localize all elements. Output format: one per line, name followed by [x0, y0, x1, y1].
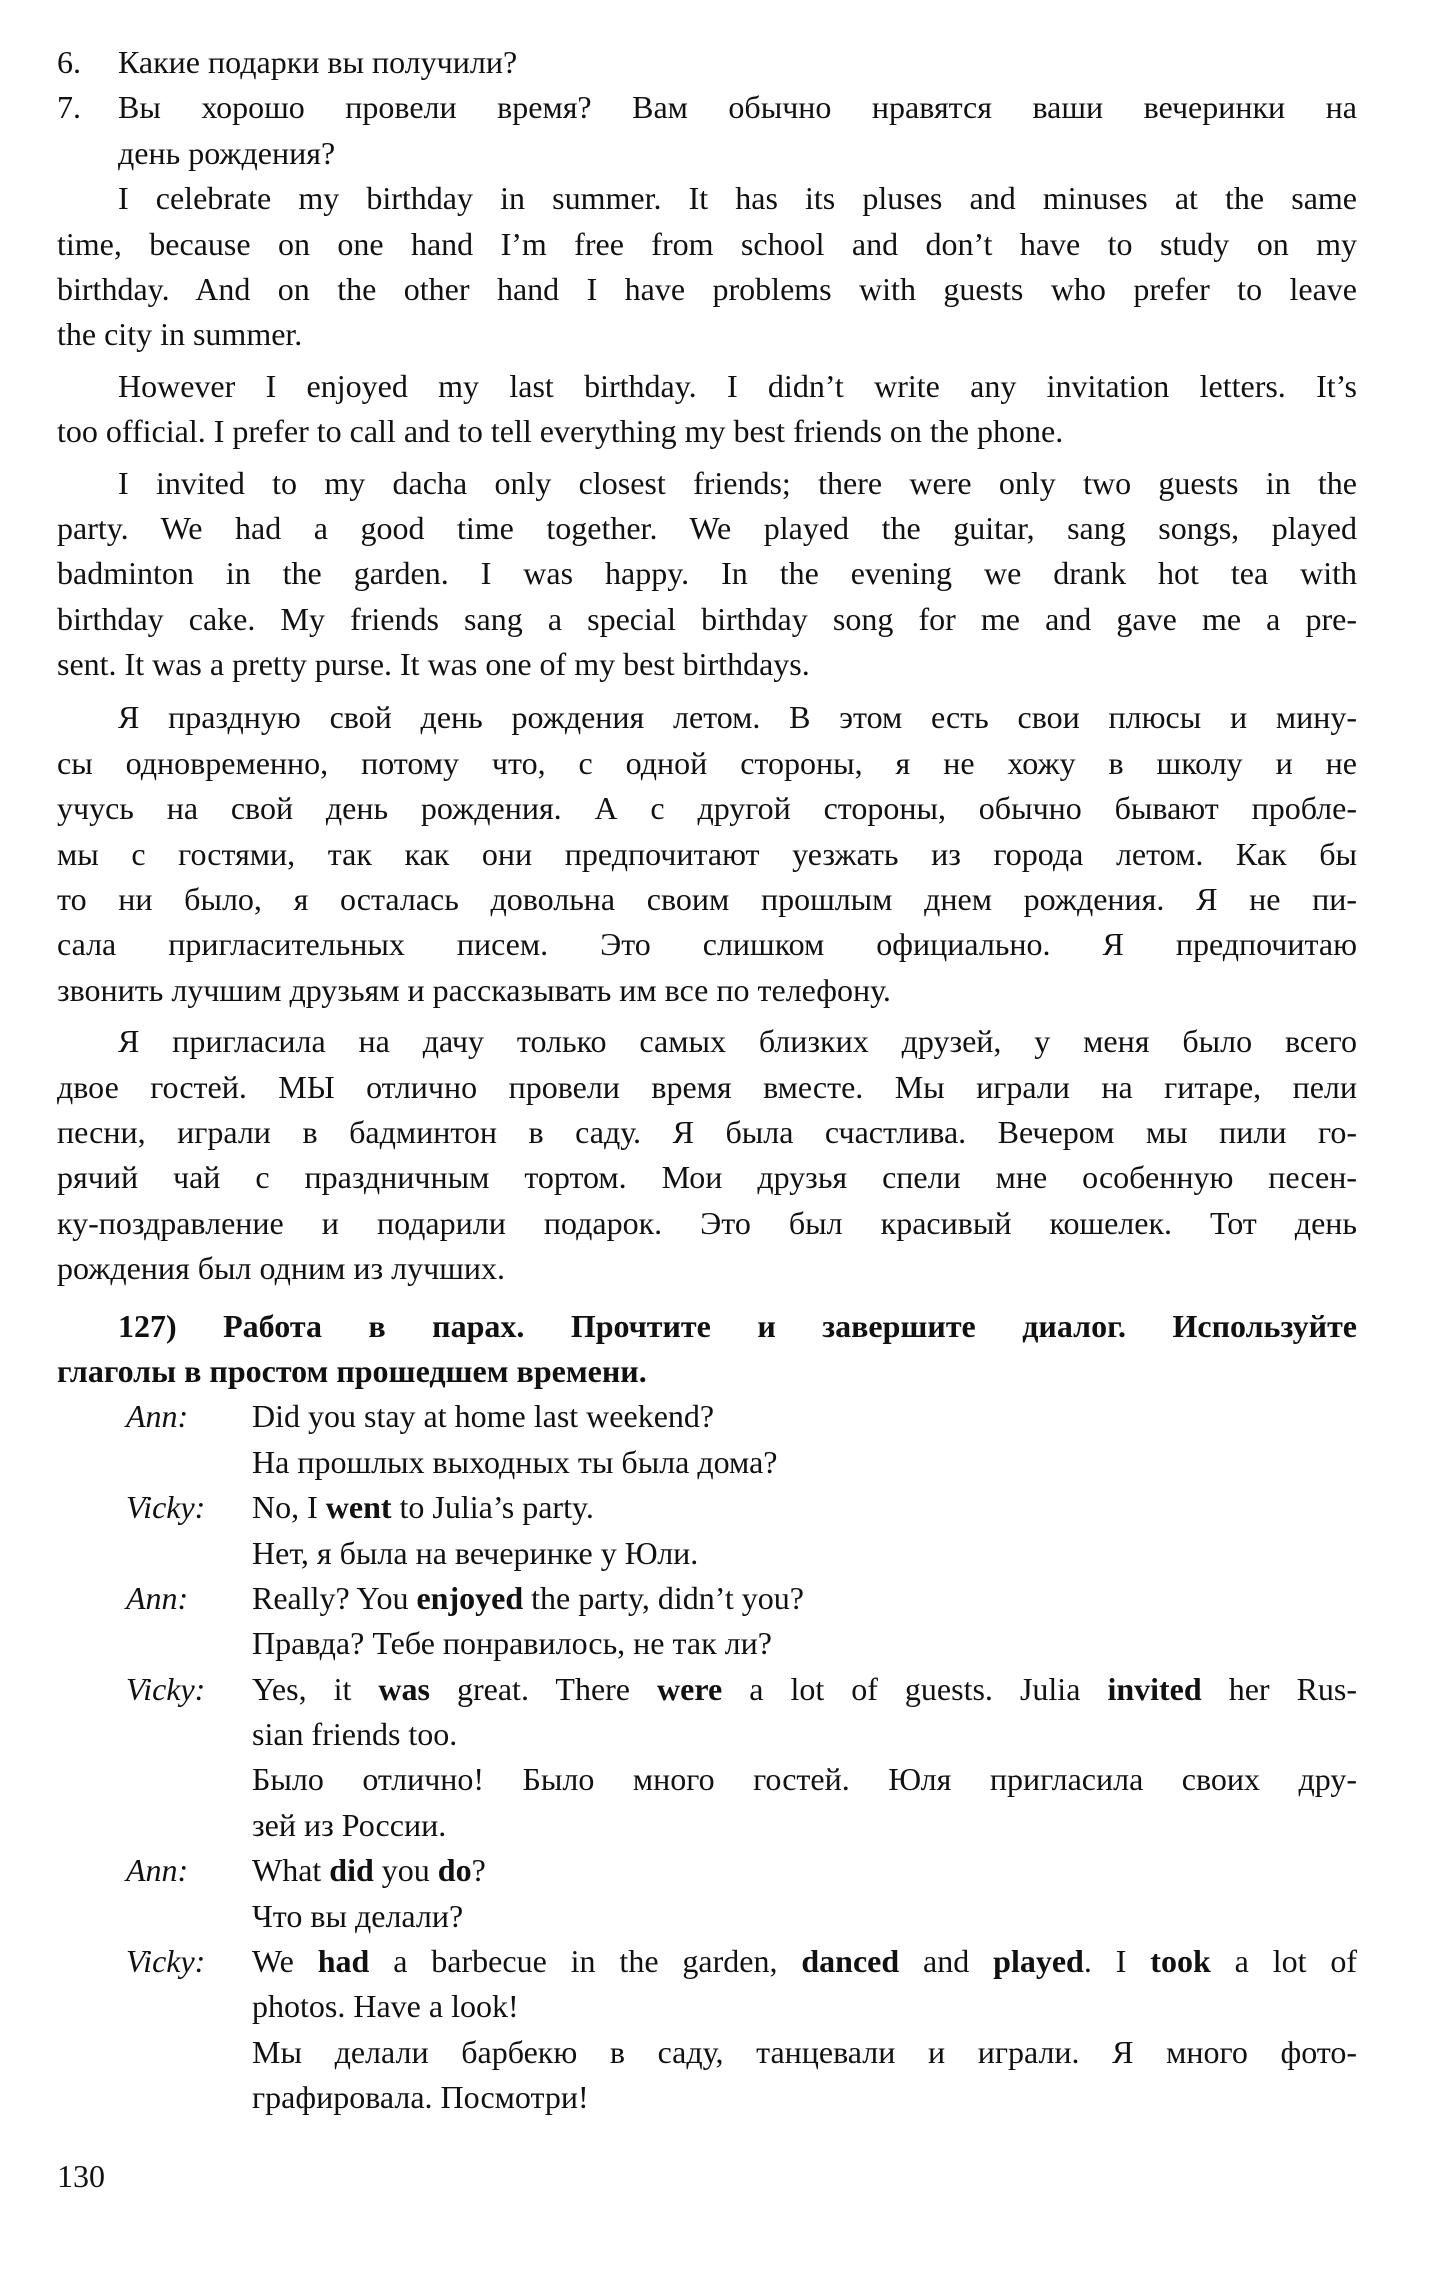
text-line: день рождения? — [118, 134, 336, 171]
russian-translation-line — [252, 2030, 1357, 2121]
text-segment: зей из России. — [252, 1806, 447, 1843]
text-segment: a lot of — [1210, 1943, 1358, 1980]
past-tense-verb: enjoyed — [416, 1579, 524, 1616]
dialogue-turn — [57, 1667, 1357, 1849]
english-text — [57, 176, 1357, 687]
english-line — [252, 1485, 1357, 1530]
text-line: рождения был одним из лучших. — [57, 1250, 505, 1287]
exercise-127-heading — [57, 1304, 1357, 1395]
text-line: двое гостей. МЫ отлично провели время вместе. Мы играли на гитаре, пели — [57, 1068, 1357, 1105]
past-tense-verb: had — [317, 1943, 370, 1980]
english-line — [252, 1576, 1357, 1621]
text-line — [252, 1803, 1357, 1848]
text-segment: No, I — [252, 1489, 326, 1526]
text-line: badminton in the garden. I was happy. In the evening we drank hot tea with — [57, 555, 1357, 592]
text-segment: Было отлично! Было много гостей. Юля пригласила своих дру- — [252, 1761, 1357, 1798]
text-line — [252, 1394, 1357, 1439]
text-line: учусь на свой день рождения. А с другой стороны, обычно бывают пробле- — [57, 790, 1357, 827]
text-line: Какие подарки вы получили? — [118, 44, 518, 80]
text-line — [252, 1531, 1357, 1576]
text-segment: photos. Have a look! — [252, 1988, 519, 2025]
english-line — [252, 1394, 1357, 1439]
speaker-name: Ann: — [126, 1852, 189, 1889]
page-number: 130 — [57, 2158, 105, 2194]
text-line — [252, 1667, 1357, 1712]
question-number: 6. — [57, 44, 81, 80]
text-line — [252, 1485, 1357, 1530]
dialogue-text — [252, 1576, 1357, 1667]
text-line — [252, 1712, 1357, 1757]
paragraph — [57, 695, 1357, 1013]
speaker-name: Ann: — [126, 1579, 189, 1616]
russian-translation-line — [252, 1531, 1357, 1576]
speaker-name: Vicky: — [126, 1943, 206, 1980]
past-tense-verb: was — [378, 1670, 430, 1707]
text-line — [252, 1939, 1357, 1984]
text-line: сала пригласительных писем. Это слишком официально. Я предпочитаю — [57, 926, 1357, 963]
text-segment: What — [252, 1852, 330, 1889]
text-line: ку-поздравление и подарили подарок. Это был красивый кошелек. Тот день — [57, 1204, 1357, 1241]
english-line — [252, 1939, 1357, 2030]
russian-translation-line — [252, 1621, 1357, 1666]
text-line — [252, 2030, 1357, 2075]
paragraph — [57, 461, 1357, 688]
russian-translation — [57, 695, 1357, 1291]
text-line — [252, 1440, 1357, 1485]
text-line: песни, играли в бадминтон в саду. Я была счастлива. Вечером мы пили го- — [57, 1113, 1357, 1150]
question-item — [57, 40, 1357, 85]
paragraph — [57, 364, 1357, 455]
text-segment: the party, didn’t you? — [523, 1579, 804, 1616]
text-line: time, because on one hand I’m free from school and don’t have to study on my — [57, 225, 1357, 262]
text-segment: Really? You — [252, 1579, 417, 1616]
past-tense-verb: did — [329, 1852, 374, 1889]
heading-line: 127) Работа в парах. Прочтите и завершите диалог. Используйте — [118, 1307, 1357, 1344]
text-line: Вы хорошо провели время? Вам обычно нравятся ваши вечеринки на — [118, 89, 1357, 126]
past-tense-verb: went — [325, 1489, 392, 1526]
dialogue-text — [252, 1394, 1357, 1485]
text-segment: ? — [471, 1852, 486, 1889]
past-tense-verb: invited — [1107, 1670, 1202, 1707]
text-segment: and — [899, 1943, 994, 1980]
text-segment: Мы делали барбекю в саду, танцевали и играли. Я много фото- — [252, 2033, 1357, 2070]
text-line — [252, 1757, 1357, 1802]
question-item — [57, 85, 1357, 176]
text-segment: a barbecue in the garden, — [369, 1943, 802, 1980]
dialogue-turn — [57, 1394, 1357, 1485]
text-line — [252, 1894, 1357, 1939]
text-line — [252, 1576, 1357, 1621]
dialogue-text — [252, 1848, 1357, 1939]
text-line — [252, 1848, 1357, 1893]
text-segment: Что вы делали? — [252, 1897, 464, 1934]
past-tense-verb: do — [437, 1852, 472, 1889]
paragraph — [57, 1019, 1357, 1291]
text-segment: На прошлых выходных ты была дома? — [252, 1443, 778, 1480]
text-segment: a lot of guests. Julia — [722, 1670, 1108, 1707]
heading-line: глаголы в простом прошедшем времени. — [57, 1352, 647, 1389]
speaker-name: Vicky: — [126, 1670, 206, 1707]
text-segment: to Julia’s party. — [391, 1489, 594, 1526]
text-line — [252, 1621, 1357, 1666]
text-segment: графировала. Посмотри! — [252, 2079, 589, 2116]
text-line: звонить лучшим друзьям и рассказывать им все по телефону. — [57, 971, 891, 1008]
text-segment: you — [373, 1852, 438, 1889]
text-line: то ни было, я осталась довольна своим прошлым днем рождения. Я не пи- — [57, 881, 1357, 918]
text-segment: Нет, я была на вечеринке у Юли. — [252, 1534, 699, 1571]
russian-translation-line — [252, 1440, 1357, 1485]
question-text — [118, 85, 1357, 176]
text-segment: Yes, it — [252, 1670, 379, 1707]
text-line: сы одновременно, потому что, с одной стороны, я не хожу в школу и не — [57, 744, 1357, 781]
dialogue-text — [252, 1939, 1357, 2121]
textbook-page — [57, 40, 1357, 2121]
dialogue-turn — [57, 1848, 1357, 1939]
text-line: party. We had a good time together. We played the guitar, sang songs, played — [57, 509, 1357, 546]
text-segment: Did you stay at home last weekend? — [252, 1398, 715, 1435]
text-line: However I enjoyed my last birthday. I didn’t write any invitation letters. It’s — [118, 367, 1357, 404]
paragraph — [57, 176, 1357, 358]
question-list — [57, 40, 1357, 176]
text-segment: We — [252, 1943, 318, 1980]
dialogue-turn — [57, 1939, 1357, 2121]
text-segment: sian friends too. — [252, 1716, 458, 1753]
text-line: рячий чай с праздничным тортом. Мои друзья спели мне особенную песен- — [57, 1159, 1357, 1196]
past-tense-verb: played — [993, 1943, 1084, 1980]
english-line — [252, 1667, 1357, 1758]
text-segment: her Rus- — [1201, 1670, 1358, 1707]
russian-translation-line — [252, 1757, 1357, 1848]
speaker-name: Vicky: — [126, 1489, 206, 1526]
question-number: 7. — [57, 89, 81, 126]
text-line: I celebrate my birthday in summer. It has its pluses and minuses at the same — [118, 180, 1357, 217]
text-line: too official. I prefer to call and to tell everything my best friends on the phone. — [57, 413, 1064, 450]
dialogue-turn — [57, 1576, 1357, 1667]
past-tense-verb: took — [1150, 1943, 1211, 1980]
dialogue-turn — [57, 1485, 1357, 1576]
text-line: birthday cake. My friends sang a special birthday song for me and gave me a pre- — [57, 600, 1357, 637]
russian-translation-line — [252, 1894, 1357, 1939]
text-line: мы с гостями, так как они предпочитают уезжать из города летом. Как бы — [57, 835, 1357, 872]
text-line: the city in summer. — [57, 316, 303, 353]
text-segment: . I — [1083, 1943, 1151, 1980]
question-text — [118, 40, 1357, 85]
dialogue-text — [252, 1485, 1357, 1576]
text-line: birthday. And on the other hand I have problems with guests who prefer to leave — [57, 270, 1357, 307]
speaker-name: Ann: — [126, 1398, 189, 1435]
past-tense-verb: were — [657, 1670, 723, 1707]
text-line: Я пригласила на дачу только самых близких друзей, у меня было всего — [118, 1023, 1357, 1060]
dialogue — [57, 1394, 1357, 2120]
text-line: I invited to my dacha only closest friends; there were only two guests in the — [118, 464, 1357, 501]
past-tense-verb: danced — [801, 1943, 900, 1980]
text-line: Я праздную свой день рождения летом. В этом есть свои плюсы и мину- — [118, 699, 1357, 736]
dialogue-text — [252, 1667, 1357, 1849]
english-line — [252, 1848, 1357, 1893]
text-segment: great. There — [429, 1670, 658, 1707]
text-line — [252, 1984, 1357, 2029]
text-line: sent. It was a pretty purse. It was one of my best birthdays. — [57, 646, 810, 683]
text-line — [252, 2075, 1357, 2120]
text-segment: Правда? Тебе понравилось, не так ли? — [252, 1625, 772, 1662]
